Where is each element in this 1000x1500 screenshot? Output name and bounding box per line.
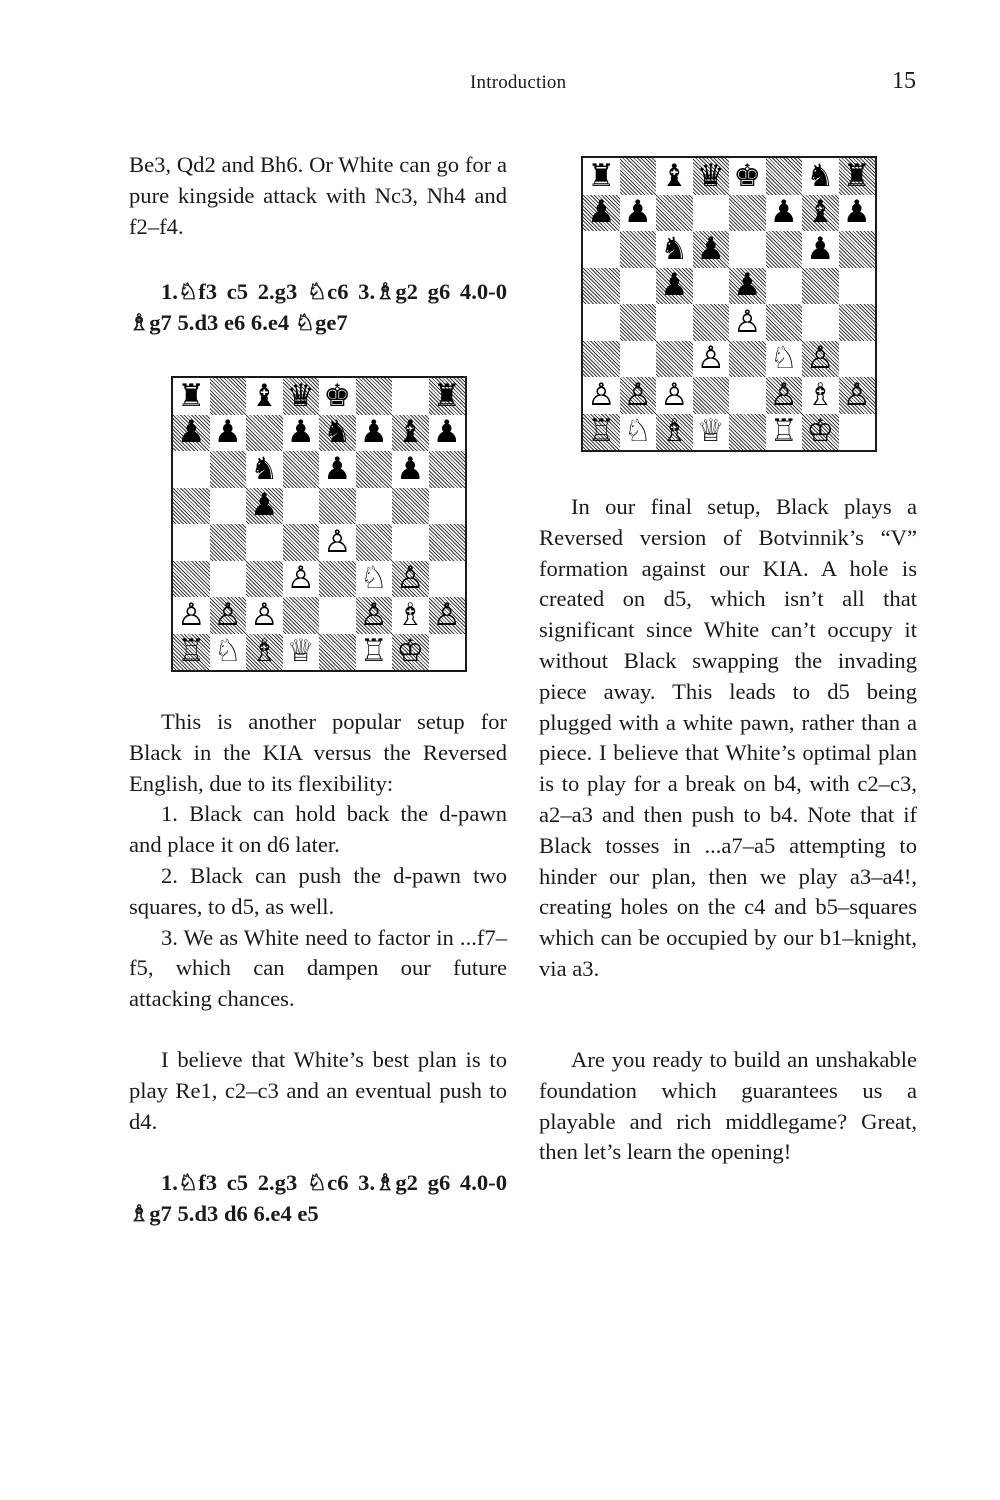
board-square [802, 231, 839, 268]
board-square [656, 304, 693, 341]
board-square [766, 268, 803, 305]
board-square [173, 634, 210, 671]
black-knight-icon: ♞ [250, 450, 279, 487]
white-rook-icon: ♖ [587, 413, 616, 450]
board-square [693, 377, 730, 414]
list-item: 3. We as White need to factor in ...f7–f5, which can dampen our future attacking chances. [129, 924, 507, 1012]
board-square [246, 597, 283, 634]
board-square [283, 634, 320, 671]
black-pawn-icon: ♟ [432, 414, 461, 451]
board-square [356, 378, 393, 415]
board-square [283, 378, 320, 415]
board-square [210, 451, 247, 488]
white-pawn-icon: ♙ [733, 303, 762, 340]
board-square [210, 597, 247, 634]
white-queen-icon: ♕ [286, 633, 315, 670]
white-pawn-icon: ♙ [587, 376, 616, 413]
board-square [210, 634, 247, 671]
left-column-bottom [129, 1045, 507, 1137]
black-knight-icon: ♞ [806, 157, 835, 194]
paragraph: Are you ready to build an unshakable foundation which guarantees us a playable and rich middlegame? Great, then let’s learn the opening! [539, 1047, 917, 1165]
board-square [173, 451, 210, 488]
board-square [620, 231, 657, 268]
white-pawn-icon: ♙ [323, 523, 352, 560]
black-pawn-icon: ♟ [696, 230, 725, 267]
board-square [319, 524, 356, 561]
board-square [620, 195, 657, 232]
white-bishop-icon: ♗ [806, 376, 835, 413]
white-rook-icon: ♖ [769, 413, 798, 450]
white-knight-icon: ♘ [769, 340, 798, 377]
black-pawn-icon: ♟ [660, 267, 689, 304]
left-column-top [129, 150, 507, 242]
black-rook-icon: ♜ [842, 157, 871, 194]
left-moves-2-block [129, 1168, 507, 1230]
board-square [210, 378, 247, 415]
board-square [283, 451, 320, 488]
board-square [392, 524, 429, 561]
board-square [766, 231, 803, 268]
board-square [620, 414, 657, 451]
board-square [210, 561, 247, 598]
board-square [729, 195, 766, 232]
board-square [766, 377, 803, 414]
white-pawn-icon: ♙ [432, 596, 461, 633]
right-column-main [539, 492, 917, 985]
black-knight-icon: ♞ [660, 230, 689, 267]
white-pawn-icon: ♙ [696, 340, 725, 377]
board-square [429, 561, 466, 598]
black-king-icon: ♚ [323, 377, 352, 414]
board-square [693, 414, 730, 451]
board-square [729, 268, 766, 305]
board-square [839, 268, 876, 305]
board-square [246, 415, 283, 452]
white-bishop-icon: ♗ [250, 633, 279, 670]
running-header [0, 70, 1000, 100]
white-knight-icon: ♘ [359, 560, 388, 597]
board-square [429, 524, 466, 561]
board-square [839, 341, 876, 378]
board-square [319, 415, 356, 452]
board-square [802, 414, 839, 451]
board-square [319, 378, 356, 415]
white-pawn-icon: ♙ [359, 596, 388, 633]
black-pawn-icon: ♟ [396, 450, 425, 487]
white-bishop-icon: ♗ [660, 413, 689, 450]
black-pawn-icon: ♟ [213, 414, 242, 451]
white-pawn-icon: ♙ [806, 340, 835, 377]
board-square [766, 195, 803, 232]
white-pawn-icon: ♙ [286, 560, 315, 597]
black-rook-icon: ♜ [432, 377, 461, 414]
black-pawn-icon: ♟ [286, 414, 315, 451]
board-square [246, 488, 283, 525]
board-square [246, 634, 283, 671]
black-pawn-icon: ♟ [250, 487, 279, 524]
board-square [693, 268, 730, 305]
board-square [620, 304, 657, 341]
running-title: Introduction [470, 72, 567, 93]
white-pawn-icon: ♙ [842, 376, 871, 413]
black-pawn-icon: ♟ [733, 267, 762, 304]
white-knight-icon: ♘ [623, 413, 652, 450]
board-square [392, 451, 429, 488]
board-square [693, 158, 730, 195]
board-square [429, 488, 466, 525]
black-queen-icon: ♛ [286, 377, 315, 414]
chess-diagram [171, 376, 467, 672]
chess-diagram [581, 156, 877, 452]
board-square [839, 231, 876, 268]
board-square [429, 597, 466, 634]
board-square [356, 561, 393, 598]
board-square [766, 304, 803, 341]
board-square [583, 195, 620, 232]
left-column-middle [129, 707, 507, 1015]
board-square [693, 231, 730, 268]
board-square [693, 304, 730, 341]
board-square [283, 415, 320, 452]
black-rook-icon: ♜ [177, 377, 206, 414]
board-square [693, 341, 730, 378]
black-bishop-icon: ♝ [250, 377, 279, 414]
board-square [656, 268, 693, 305]
board-square [392, 415, 429, 452]
board-square [656, 414, 693, 451]
white-pawn-icon: ♙ [623, 376, 652, 413]
white-pawn-icon: ♙ [213, 596, 242, 633]
board-square [210, 488, 247, 525]
white-rook-icon: ♖ [359, 633, 388, 670]
board-square [283, 597, 320, 634]
board-square [356, 524, 393, 561]
board-square [620, 268, 657, 305]
white-king-icon: ♔ [806, 413, 835, 450]
board-square [356, 488, 393, 525]
board-square [656, 195, 693, 232]
board-square [429, 634, 466, 671]
board-square [583, 377, 620, 414]
black-pawn-icon: ♟ [177, 414, 206, 451]
paragraph: Be3, Qd2 and Bh6. Or White can go for a pure kingside attack with Nc3, Nh4 and f2–f4. [129, 152, 507, 239]
board-square [173, 378, 210, 415]
board-square [246, 524, 283, 561]
board-square [729, 158, 766, 195]
white-pawn-icon: ♙ [660, 376, 689, 413]
board-square [729, 304, 766, 341]
board-square [839, 158, 876, 195]
list-item: 1. Black can hold back the d-pawn and place it on d6 later. [129, 801, 507, 858]
board-square [656, 158, 693, 195]
black-knight-icon: ♞ [323, 414, 352, 451]
black-bishop-icon: ♝ [660, 157, 689, 194]
board-square [839, 414, 876, 451]
board-square [356, 634, 393, 671]
board-square [620, 377, 657, 414]
board-square [729, 341, 766, 378]
board-square [766, 414, 803, 451]
board-square [656, 377, 693, 414]
black-pawn-icon: ♟ [769, 194, 798, 231]
board-square [802, 195, 839, 232]
black-rook-icon: ♜ [587, 157, 616, 194]
white-rook-icon: ♖ [177, 633, 206, 670]
board-square [583, 268, 620, 305]
board-square [356, 415, 393, 452]
board-square [802, 268, 839, 305]
white-pawn-icon: ♙ [396, 560, 425, 597]
board-square [173, 488, 210, 525]
move-sequence: 1.♘f3 c5 2.g3 ♘c6 3.♗g2 g6 4.0-0 ♗g7 5.d3 e6 6.e4 ♘ge7 [129, 279, 507, 335]
board-square [392, 597, 429, 634]
board-square [583, 414, 620, 451]
board-square [839, 195, 876, 232]
black-bishop-icon: ♝ [806, 194, 835, 231]
board-square [766, 158, 803, 195]
paragraph: This is another popular setup for Black in the KIA versus the Reversed English, due to its flexibility: [129, 709, 507, 796]
black-king-icon: ♚ [733, 157, 762, 194]
white-pawn-icon: ♙ [250, 596, 279, 633]
black-pawn-icon: ♟ [323, 450, 352, 487]
board-square [839, 377, 876, 414]
board-square [210, 415, 247, 452]
board-square [766, 341, 803, 378]
board-square [802, 377, 839, 414]
board-square [802, 304, 839, 341]
board-square [283, 488, 320, 525]
black-pawn-icon: ♟ [623, 194, 652, 231]
board-square [802, 341, 839, 378]
white-pawn-icon: ♙ [769, 376, 798, 413]
black-pawn-icon: ♟ [587, 194, 616, 231]
board-square [583, 341, 620, 378]
board-square [620, 341, 657, 378]
board-square [319, 561, 356, 598]
board-square [173, 561, 210, 598]
white-knight-icon: ♘ [213, 633, 242, 670]
board-square [802, 158, 839, 195]
paragraph: In our final setup, Black plays a Reversed version of Botvinnik’s “V” formation against our KIA. A hole is created on d5, which isn’t all that significant since White can’t occupy it without Black swapping the invading piece away. This leads to d5 being plugged with a white pawn, rather than a piece. I believe that White’s optimal plan is to play for a break on b4, with c2–c3, a2–a3 and then push to b4. Note that if Black tosses in ...a7–a5 attempting to hinder our plan, then we play a3–a4!, creating holes on the c4 and b5–squares which can be occupied by our b1–knight, via a3. [539, 494, 917, 981]
board-square [319, 488, 356, 525]
board-square [693, 195, 730, 232]
black-pawn-icon: ♟ [359, 414, 388, 451]
board-square [356, 597, 393, 634]
board-square [729, 377, 766, 414]
board-square [429, 378, 466, 415]
board-square [620, 158, 657, 195]
board-square [319, 634, 356, 671]
black-bishop-icon: ♝ [396, 414, 425, 451]
board-square [729, 414, 766, 451]
board-square [356, 451, 393, 488]
board-square [392, 378, 429, 415]
page-number: 15 [892, 68, 916, 94]
board-square [246, 451, 283, 488]
white-bishop-icon: ♗ [396, 596, 425, 633]
black-pawn-icon: ♟ [842, 194, 871, 231]
board-square [583, 304, 620, 341]
board-square [210, 524, 247, 561]
board-square [173, 415, 210, 452]
board-square [319, 451, 356, 488]
board-square [392, 634, 429, 671]
board-square [729, 231, 766, 268]
black-queen-icon: ♛ [696, 157, 725, 194]
white-king-icon: ♔ [396, 633, 425, 670]
black-pawn-icon: ♟ [806, 230, 835, 267]
board-square [283, 561, 320, 598]
right-column-bottom [539, 1045, 917, 1168]
board-square [246, 378, 283, 415]
board-square [173, 597, 210, 634]
board-square [283, 524, 320, 561]
board-square [319, 597, 356, 634]
board-square [583, 158, 620, 195]
list-item: 2. Black can push the d-pawn two squares, to d5, as well. [129, 862, 507, 919]
board-square [246, 561, 283, 598]
board-square [392, 488, 429, 525]
board-square [392, 561, 429, 598]
move-sequence: 1.♘f3 c5 2.g3 ♘c6 3.♗g2 g6 4.0-0 ♗g7 5.d3 d6 6.e4 e5 [129, 1170, 507, 1226]
paragraph: I believe that White’s best plan is to play Re1, c2–c3 and an eventual push to d4. [129, 1047, 507, 1134]
board-square [429, 415, 466, 452]
white-pawn-icon: ♙ [177, 596, 206, 633]
white-queen-icon: ♕ [696, 413, 725, 450]
left-moves-1-block [129, 277, 507, 339]
board-square [839, 304, 876, 341]
board-square [583, 231, 620, 268]
board-square [173, 524, 210, 561]
board-square [656, 231, 693, 268]
board-square [429, 451, 466, 488]
board-square [656, 341, 693, 378]
